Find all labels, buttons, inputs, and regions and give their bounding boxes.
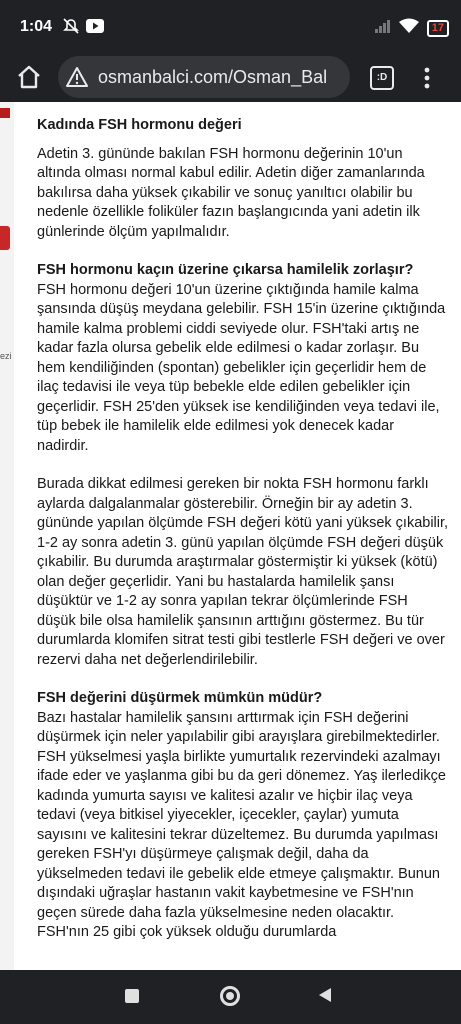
url-text[interactable]: osmanbalci.com/Osman_Bal [98, 67, 328, 87]
page-content [0, 102, 461, 970]
paragraph: Adetin 3. gününde bakılan FSH hormonu değerinin 10'un altında olması normal kabul edilir. Adetin diğer zamanlarında bakılırsa daha yüksek çıkabilir ve sonuç yanıltıcı olabilir bu nedenle özellikle foliküler fazın başlangıcında yani adetin ilk günlerinde ölçüm yapılmalıdır. [37, 145, 425, 240]
home-icon[interactable] [14, 62, 44, 92]
browser-toolbar [0, 52, 461, 102]
section-heading: FSH hormonu kaçın üzerine çıkarsa hamilelik zorlaşır? [37, 262, 414, 278]
side-tab[interactable] [0, 226, 10, 250]
paragraph: FSH hormonu değeri 10'un üzerine çıktığında hamile kalma şansında düşüş meydana gelebilir. FSH 15'in üzerine çıktığında hamile kalma problemi ciddi seviyede olur. FSH'taki artış ne kadar fazla olursa gebelik elde edilmesi o kadar zorlaşır. Bu hem kendiliğinden (spontan) gebelikler için geçerlidir hem de ilaç tedavisi ile veya tüp bebekle elde edilen gebelikler için geçerlidir. FSH 25'den yüksek ise kendiliğinden veya tedavi ile, tüp bebek ile hamilelik elde edilmesi yok denecek kadar nadirdir. [37, 281, 446, 454]
recents-button[interactable] [125, 989, 139, 1003]
menu-icon[interactable] [422, 66, 432, 90]
status-right-icons [375, 18, 449, 39]
article [37, 116, 449, 943]
side-marker[interactable] [0, 108, 10, 118]
battery-icon [427, 20, 449, 37]
youtube-icon [86, 19, 104, 38]
status-left-icons [62, 18, 104, 39]
status-bar [0, 0, 461, 52]
signal-icon [375, 19, 391, 38]
paragraph: Burada dikkat edilmesi gereken bir nokta FSH hormonu farklı aylarda dalgalanmalar gösterebilir. Örneğin bir ay adetin 3. gününde yapılan ölçümde FSH değeri kötü yani yüksek çıkabilir, 1-2 ay sonra adetin 3. günü yapılan ölçümde FSH değeri düşük çıkabilir. Bu durumda araştırmalar göstermiştir ki yüksek (kötü) olan değer geçerlidir. Yani bu hastalarda hamilelik şansı düşüktür ve 1-2 ay sonra yapılan tekrar ölçümlerinde FSH düşük bile olsa hamilelik şansının arttığını göstermez. Bu tür durumlarda klomifen sitrat testi gibi testlerle FSH değeri ve over rezervi daha net değerlendirilebilir. [37, 476, 449, 668]
system-nav-bar [0, 970, 461, 1024]
section-heading: Kadında FSH hormonu değeri [37, 117, 242, 133]
info-icon[interactable] [66, 66, 88, 93]
home-button[interactable] [220, 986, 240, 1006]
battery-level: 17 [431, 22, 444, 34]
paragraph: FSH'nın 25 gibi çok yüksek olduğu durumlarda [37, 924, 337, 940]
status-time: 1:04 [20, 18, 53, 35]
section-heading: FSH değerini düşürmek mümkün müdür? [37, 690, 323, 706]
side-strip [0, 102, 14, 970]
back-button[interactable] [318, 987, 332, 1008]
paragraph: Bazı hastalar hamilelik şansını arttırmak için FSH değerini düşürmek için neler yapılabilir gibi arayışlara girebilmektedirler. FSH yükselmesi yaşla birlikte yumurtalık rezervindeki azalmayı ifade eder ve yaşlanma gibi bu da geri dönemez. Yaş ilerledikçe kadında yumurta sayısı ve kalitesi azalır ve hiçbir ilaç veya tedavi (veya bitkisel yiyecekler, içecekler, çaylar) yumuta sayısını ve kalitesini tekrar düzeltemez. Bu durumda yapılması gereken FSH'yı düşürmeye çalışmak değil, daha da yükselmeden tedavi ile gebelik elde etmeye çalışmaktır. Bunun dışındaki uğraşlar hastanın vakit kaybetmesine ve FSH'nın geçen sürede daha fazla yükselmesine neden olacaktır. [37, 709, 446, 921]
mute-icon [62, 18, 80, 39]
side-label: ezi [0, 351, 12, 361]
address-bar[interactable] [58, 56, 350, 98]
tab-switcher-button[interactable]: :D [370, 66, 394, 90]
wifi-icon [399, 18, 419, 39]
